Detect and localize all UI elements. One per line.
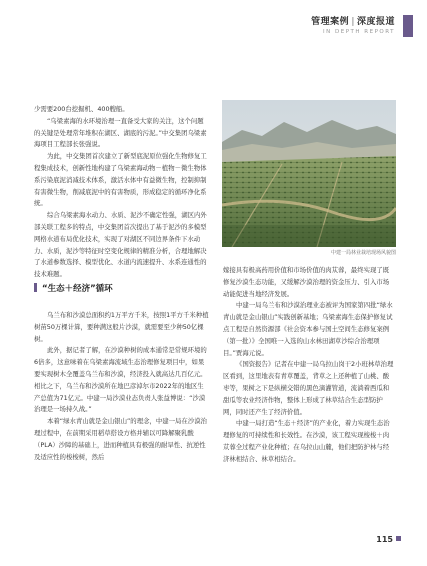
paragraph: 综合乌梁素海水动力、水质、泥沙不确定性强，湖区内外部关联工程多的特点，中交集团首次提出了基于泥沙的多模型网格水道布局优化技术，实现了对湖区不同边界条件下水动力、水质，泥沙等特征时空变化规律的精准分析，合理地解决了水道参数选择、模型优化、水道内流速提升、水系连通性的技术难题。 [34,211,207,279]
section-title: “生态＋经济”循环 [42,284,113,294]
page-number [376,535,401,544]
photo-caption: 中建一局林业栽培现场风貌图 [330,250,396,256]
left-column-top [34,104,209,281]
section-heading [34,282,113,294]
header-color-block [403,15,413,37]
paragraph: 中建一局打造“生态＋经济”的产业化，着力实现生态治理修复的可持续性和长效性。在沙漠，该工程实现梭梭＋肉苁蓉全过程产业化种植；在乌拉山山麓，他们把防护林与经济林相结合、林草相结合。 [223,419,390,463]
paragraph: 嫁接具有极高药用价值和市场价值的肉苁蓉，最终实现了既修复沙漠生态功能，又缓解沙漠治理的资金压力、引入市场动能促进当地经济发展。 [223,266,390,298]
header-divider: | [351,17,355,27]
page-number-marker [396,536,401,541]
running-header [311,14,395,35]
header-title [311,14,395,27]
left-column-bottom [34,310,209,463]
header-column-en: IN DEPTH REPORT [323,29,395,35]
page-number-text: 115 [376,535,393,544]
header-column: 深度报道 [356,17,395,27]
right-column [223,265,395,466]
paragraph: 少需要200台挖掘机、400艘船。 [34,105,129,113]
header-section: 管理案例 [311,17,350,27]
paragraph: “乌梁素海的水环境治理一直备受大家的关注，这个问题的关键是处理常年堆积在湖区、湖底的污泥。”中交集团乌梁素海项目工程部长张强说。 [34,116,207,149]
paragraph: 为此，中交集团首次建立了新型底泥原位强化生物修复工程集成技术，创新性地构建了乌梁素海动物－植物－微生物体系污染底泥消减技术体系，激活水体中有益微生物，控制抑制有害微生物，削减底泥中的有害物质，形成稳定的循环净化系统。 [34,152,207,208]
paragraph: 此外，据记者了解，在沙漠种树的成本通常是常规环境的6倍多，这意味着在乌梁素海流域生态治理修复项目中，如果要实现树木全覆盖乌兰布和沙漠，经济投入就高达几百亿元。相比之下，乌兰布和沙漠所在地巴彦淖尔市2022年的地区生产总值为71亿元。中建一局沙漠业态负责人张益博说：“沙漠治理是一场持久战。” [34,346,207,414]
paragraph: 中建一局乌兰布和沙漠治理业态被评为国家第四批“绿水青山就是金山银山”实践创新基地；乌梁素海生态保护修复试点工程是自然资源部《社会资本参与国土空间生态修复案例（第一批）》全国唯一入选的山水林田湖草沙综合治理项目。”贾海元说。 [223,301,393,357]
paragraph: 本着“绿水青山就是金山银山”的理念，中建一局在沙漠治理过程中，在前期采用稻草搭设方格并辅以可降解聚乳酸（PLA）沙障的基础上，进而种植具有极强的耐旱性、抗逆性及适应性的梭梭树，然后 [34,417,207,461]
section-marker [34,283,37,292]
paragraph: 《国资报告》记者在中建一局乌拉山岗干2小班林草治理区看到，这里地表有青草覆盖，背草之上还种植了山桃、酸枣等，果树之下是纵横交错的黑色滴灌管道，流淌着西瓜和甜瓜等农业经济作物，整体上形成了林草结合生态型防护网，同时还产生了经济价值。 [223,360,394,416]
desert-afforestation-photo [222,100,396,247]
paragraph: 乌兰布和沙漠总面积约1万平方千米，按照1平方千米种植树苗50万棵计算，要种满这般片沙漠，就需要至少种50亿棵树。 [34,311,209,343]
